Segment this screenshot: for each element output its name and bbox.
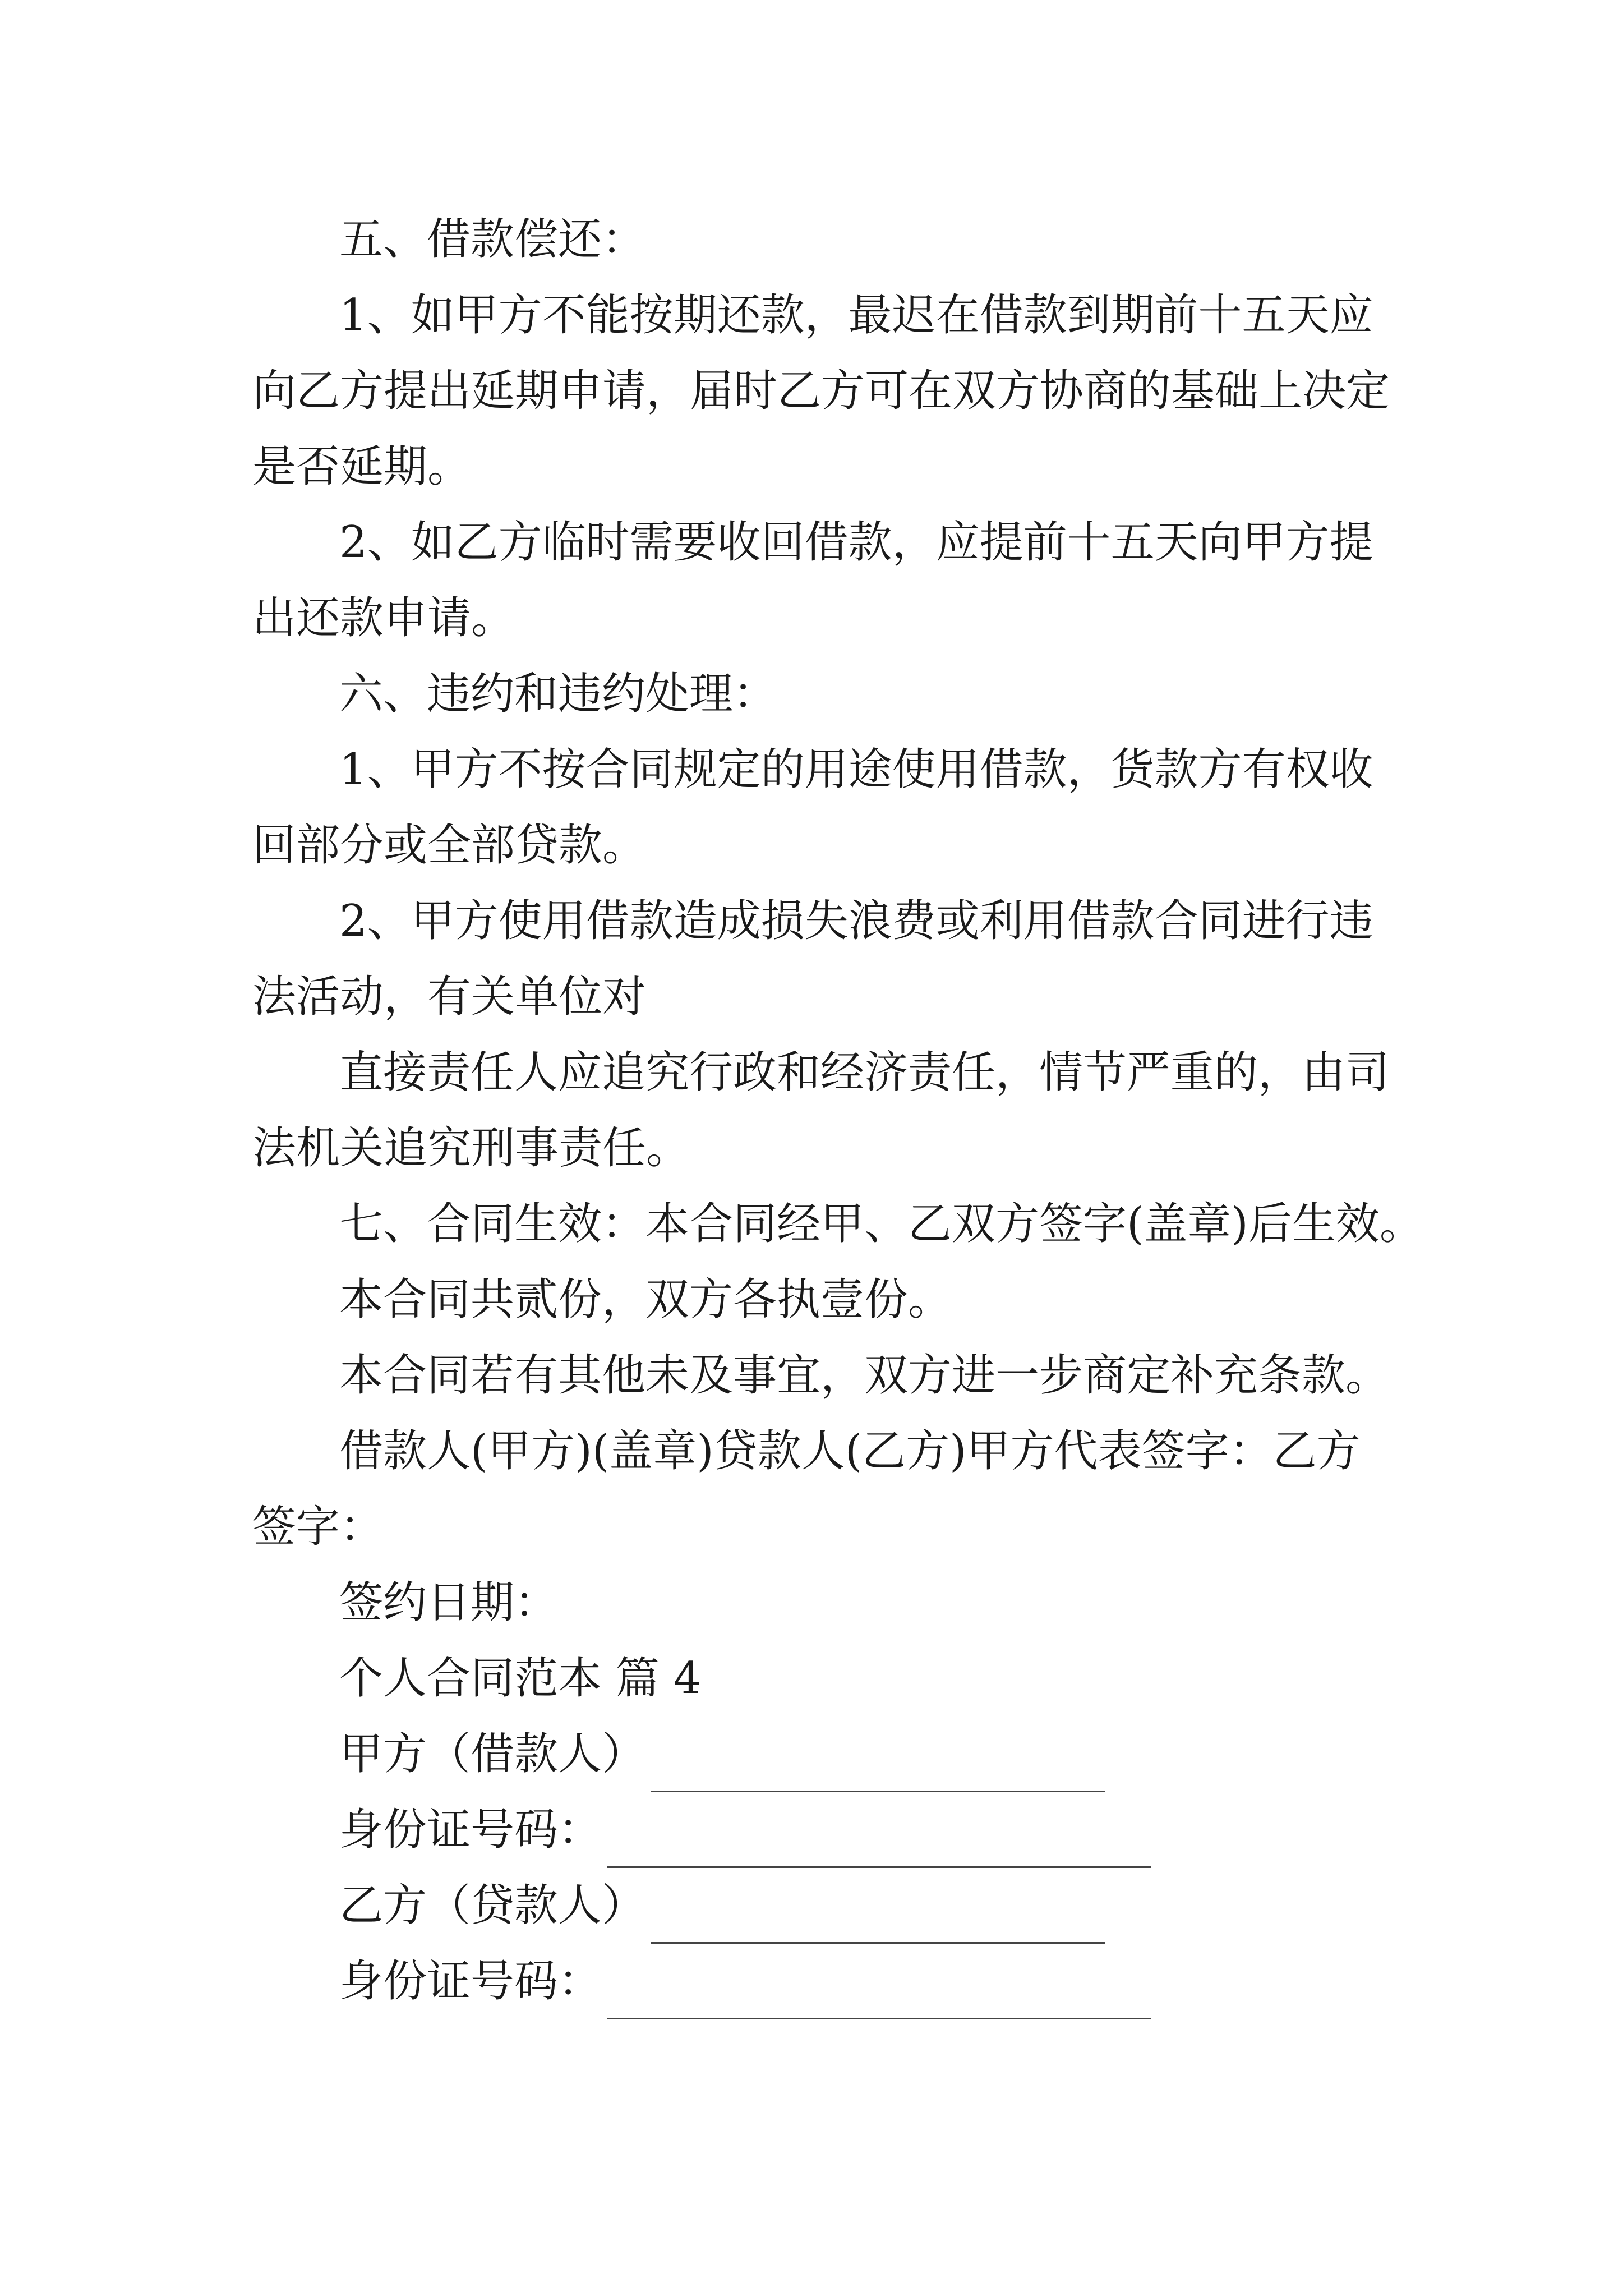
- paragraph-line: 1、如甲方不能按期还款，最迟在借款到期前十五天应: [339, 290, 1373, 341]
- field-label: 乙方（贷款人）: [339, 1880, 646, 1931]
- signing-date-label: 签约日期：: [339, 1577, 559, 1628]
- party-a-blank[interactable]: [651, 1751, 1105, 1792]
- paragraph-line: 回部分或全部贷款。: [252, 820, 647, 871]
- party-a-id-blank[interactable]: [607, 1827, 1151, 1868]
- paragraph-line: 是否延期。: [252, 441, 472, 492]
- paragraph-line: 本合同共贰份，双方各执壹份。: [339, 1274, 952, 1325]
- section-heading-effective: 七、合同生效：本合同经甲、乙双方签字(盖章)后生效。: [339, 1199, 1423, 1249]
- section-heading-repayment: 五、借款偿还：: [339, 214, 646, 265]
- party-a-field: [252, 1717, 1402, 1792]
- paragraph-line: 法活动，有关单位对: [252, 972, 647, 1022]
- paragraph-line: 1、甲方不按合同规定的用途使用借款，货款方有权收: [339, 744, 1373, 795]
- section-heading-breach: 六、违约和违约处理：: [339, 669, 777, 719]
- document-body: [252, 202, 1423, 2019]
- paragraph-line: 2、如乙方临时需要收回借款，应提前十五天向甲方提: [339, 517, 1373, 568]
- paragraph-line: 向乙方提出延期申请，届时乙方可在双方协商的基础上决定: [252, 366, 1390, 416]
- party-b-field: [252, 1868, 1402, 1944]
- party-b-id-field: [252, 1944, 1402, 2019]
- field-label: 身份证号码：: [339, 1805, 602, 1855]
- paragraph-line: 法机关追究刑事责任。: [252, 1123, 690, 1174]
- party-a-id-field: [252, 1792, 1402, 1868]
- paragraph-line: 2、甲方使用借款造成损失浪费或利用借款合同进行违: [339, 896, 1373, 946]
- field-label: 身份证号码：: [339, 1956, 602, 2007]
- paragraph-line: 本合同若有其他未及事宜，双方进一步商定补充条款。: [339, 1350, 1390, 1401]
- field-label: 甲方（借款人）: [339, 1729, 646, 1779]
- paragraph-line: 出还款申请。: [252, 593, 515, 643]
- signature-line: 签字：: [252, 1502, 384, 1552]
- signature-line: 借款人(甲方)(盖章)贷款人(乙方)甲方代表签字：乙方: [339, 1426, 1361, 1476]
- contract-template-title: 个人合同范本 篇 4: [339, 1653, 702, 1704]
- paragraph-line: 直接责任人应追究行政和经济责任，情节严重的，由司: [339, 1047, 1390, 1098]
- party-b-blank[interactable]: [651, 1903, 1105, 1944]
- party-b-id-blank[interactable]: [607, 1978, 1151, 2019]
